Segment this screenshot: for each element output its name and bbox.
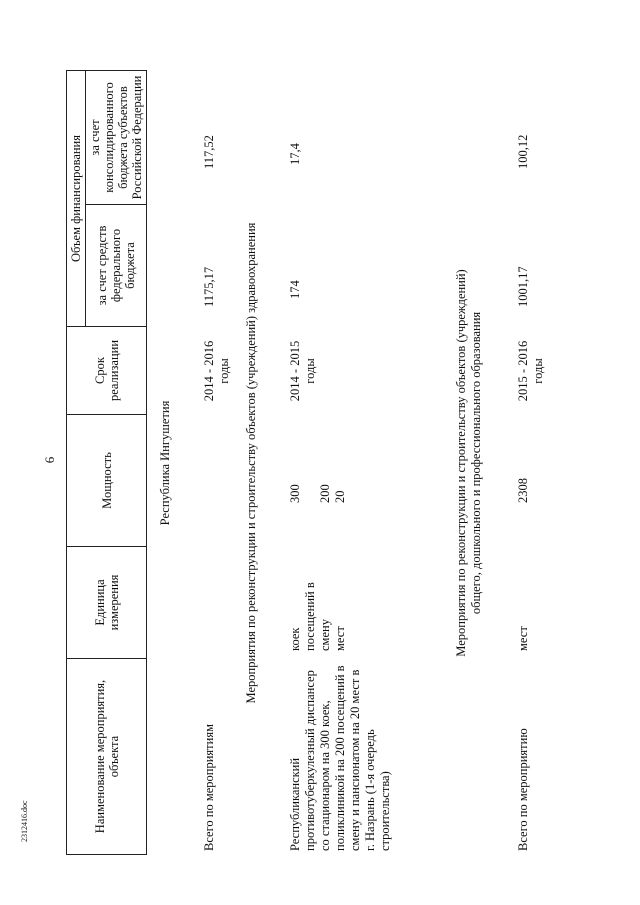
item1-name: Республиканский противотуберкулезный диспансер со стационаром на 300 коек, поликлиникой на 200 посещений в смену и пансионатом на 20 мест в г. Назрань (1-я очередь строительства) <box>288 665 392 851</box>
header-period: Срок реализации <box>67 327 147 415</box>
rotated-table-page <box>66 0 626 855</box>
total1-period: 2014 - 2016 годы <box>202 340 231 402</box>
total1-name: Всего по мероприятиям <box>202 724 216 851</box>
header-capacity: Мощность <box>67 415 147 547</box>
total2-name: Всего по мероприятию <box>516 728 530 851</box>
document-code: 2312416.doc <box>20 800 29 842</box>
total2-federal: 1001,17 <box>516 266 530 307</box>
total2-unit: мест <box>516 626 530 651</box>
page-number: 6 <box>42 456 57 464</box>
total2-capacity: 2308 <box>516 478 530 503</box>
header-federal: за счет средств федерального бюджета <box>86 205 147 327</box>
table-header <box>66 70 147 855</box>
header-unit: Единица измерения <box>67 547 147 659</box>
header-regional: за счет консолидированного бюджета субъектов Российской Федерации <box>86 71 147 205</box>
item1-period: 2014 - 2015 годы <box>288 340 317 402</box>
item1-unit-0: коек <box>288 627 302 651</box>
item1-federal: 174 <box>288 280 302 299</box>
spacer <box>303 463 318 503</box>
section2-title-line2: общего, дошкольного и профессионального образования <box>469 311 483 615</box>
total1-regional: 117,52 <box>202 135 216 169</box>
total1-federal: 1175,17 <box>202 266 216 307</box>
item1-capacity-0: 300 <box>288 484 302 503</box>
item1-unit-2: мест <box>333 626 347 651</box>
section2-title-line1: Мероприятия по реконструкции и строительству объектов (учреждений) <box>454 269 468 657</box>
header-funding: Объем финансирования <box>67 71 86 327</box>
item1-capacity-1: 200 <box>318 484 332 503</box>
item1-capacity-2: 20 <box>333 490 347 503</box>
item1-units <box>288 571 348 651</box>
item1-capacities <box>288 463 348 503</box>
item1-regional: 17,4 <box>288 143 302 165</box>
total2-regional: 100,12 <box>516 134 530 169</box>
region-title: Республика Ингушетия <box>158 400 172 526</box>
item1-unit-1: посещений в смену <box>303 582 332 651</box>
section1-title: Мероприятия по реконструкции и строительству объектов (учреждений) здравоохранения <box>244 222 258 704</box>
total2-period: 2015 - 2016 годы <box>516 340 545 402</box>
header-name: Наименование мероприятия, объекта <box>67 659 147 855</box>
